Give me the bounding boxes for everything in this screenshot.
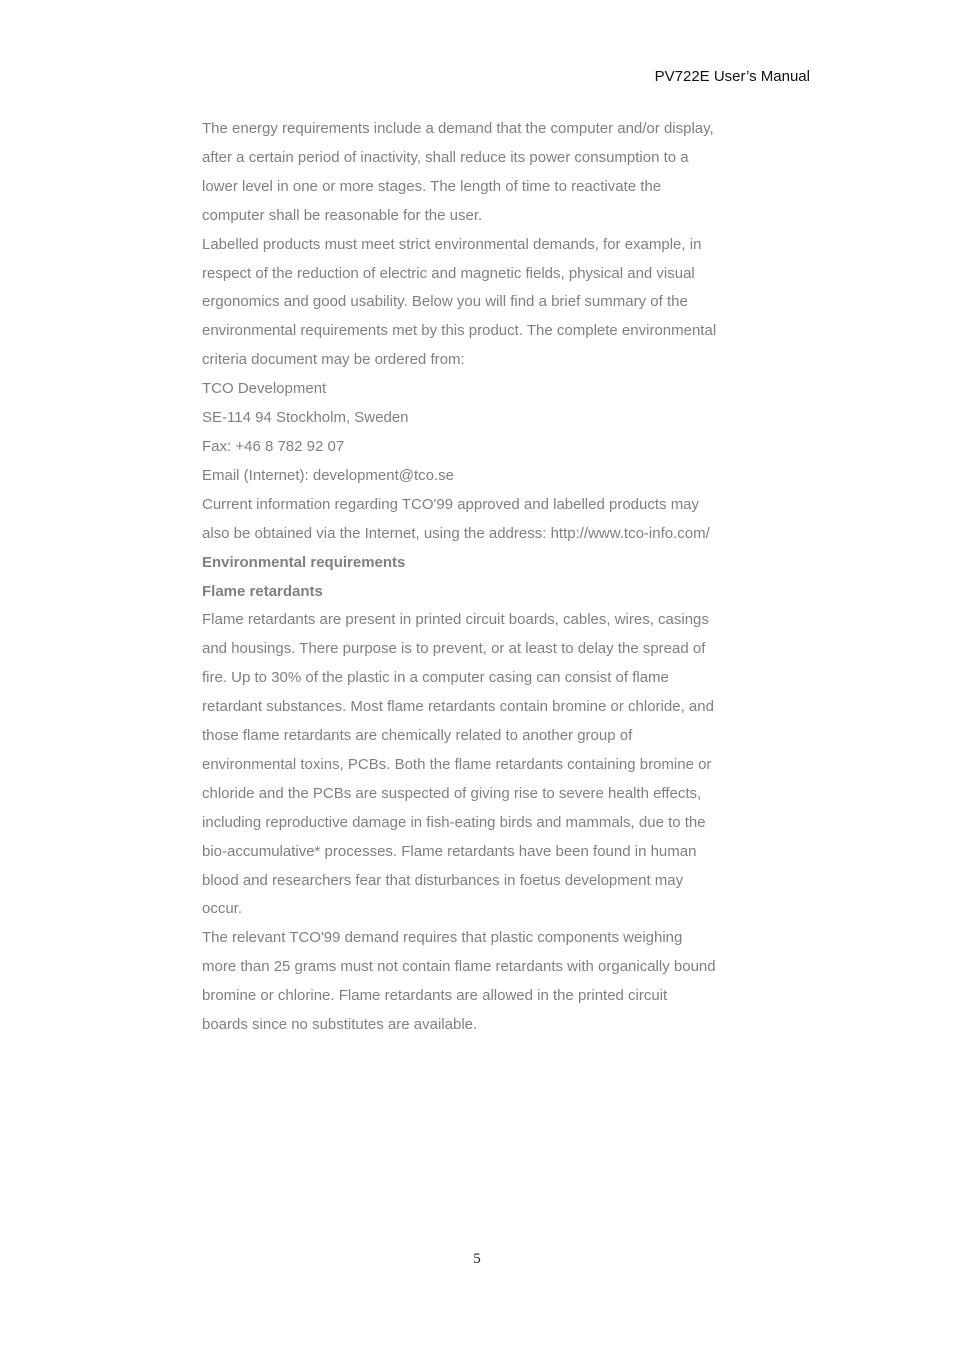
text-line: also be obtained via the Internet, using the address: http://www.tco-info.com/ <box>202 524 710 542</box>
text-line: fire. Up to 30% of the plastic in a computer casing can consist of flame <box>202 669 669 687</box>
text-line: bio-accumulative* processes. Flame retardants have been found in human <box>202 842 697 860</box>
text-line: chloride and the PCBs are suspected of giving rise to severe health effects, <box>202 784 702 802</box>
text-line: lower level in one or more stages. The length of time to reactivate the <box>202 177 662 195</box>
address-organization: TCO Development <box>202 380 327 398</box>
text-line: boards since no substitutes are available. <box>202 1016 478 1034</box>
text-line: respect of the reduction of electric and magnetic fields, physical and visual <box>202 264 695 282</box>
address-email: Email (Internet): development@tco.se <box>202 466 455 484</box>
paragraph-energy <box>202 115 758 231</box>
text-line: Labelled products must meet strict environmental demands, for example, in <box>202 235 702 253</box>
text-line: ergonomics and good usability. Below you will find a brief summary of the <box>202 293 688 311</box>
running-header: PV722E User’s Manual <box>654 68 810 85</box>
text-line: The relevant TCO'99 demand requires that plastic components weighing <box>202 929 683 947</box>
paragraph-current-information <box>202 491 758 549</box>
text-line: environmental requirements met by this product. The complete environmental <box>202 322 717 340</box>
text-line: after a certain period of inactivity, shall reduce its power consumption to a <box>202 148 689 166</box>
paragraph-labelled-products <box>202 231 758 376</box>
paragraph-flame-retardants <box>202 606 758 924</box>
address-fax: Fax: +46 8 782 92 07 <box>202 437 345 455</box>
text-line: blood and researchers fear that disturbances in foetus development may <box>202 871 684 889</box>
text-line: and housings. There purpose is to prevent, or at least to delay the spread of <box>202 640 706 658</box>
page-content <box>202 115 758 1040</box>
section-heading-environmental-requirements: Environmental requirements <box>202 553 406 571</box>
text-line: retardant substances. Most flame retardants contain bromine or chloride, and <box>202 698 714 716</box>
address-city: SE-114 94 Stockholm, Sweden <box>202 409 409 427</box>
paragraph-tco-demand <box>202 924 758 1040</box>
text-line: those flame retardants are chemically related to another group of <box>202 727 633 745</box>
text-line: more than 25 grams must not contain flame retardants with organically bound <box>202 958 716 976</box>
section-heading-flame-retardants: Flame retardants <box>202 582 323 600</box>
text-line: criteria document may be ordered from: <box>202 351 465 369</box>
text-line: including reproductive damage in fish-eating birds and mammals, due to the <box>202 813 706 831</box>
address-block <box>202 375 758 491</box>
text-line: bromine or chlorine. Flame retardants are allowed in the printed circuit <box>202 987 668 1005</box>
text-line: environmental toxins, PCBs. Both the flame retardants containing bromine or <box>202 755 712 773</box>
text-line: computer shall be reasonable for the user. <box>202 206 483 224</box>
text-line: occur. <box>202 900 243 918</box>
text-line: Flame retardants are present in printed circuit boards, cables, wires, casings <box>202 611 709 629</box>
text-line: Current information regarding TCO'99 approved and labelled products may <box>202 495 700 513</box>
text-line: The energy requirements include a demand that the computer and/or display, <box>202 120 714 137</box>
page-number: 5 <box>473 1251 481 1267</box>
